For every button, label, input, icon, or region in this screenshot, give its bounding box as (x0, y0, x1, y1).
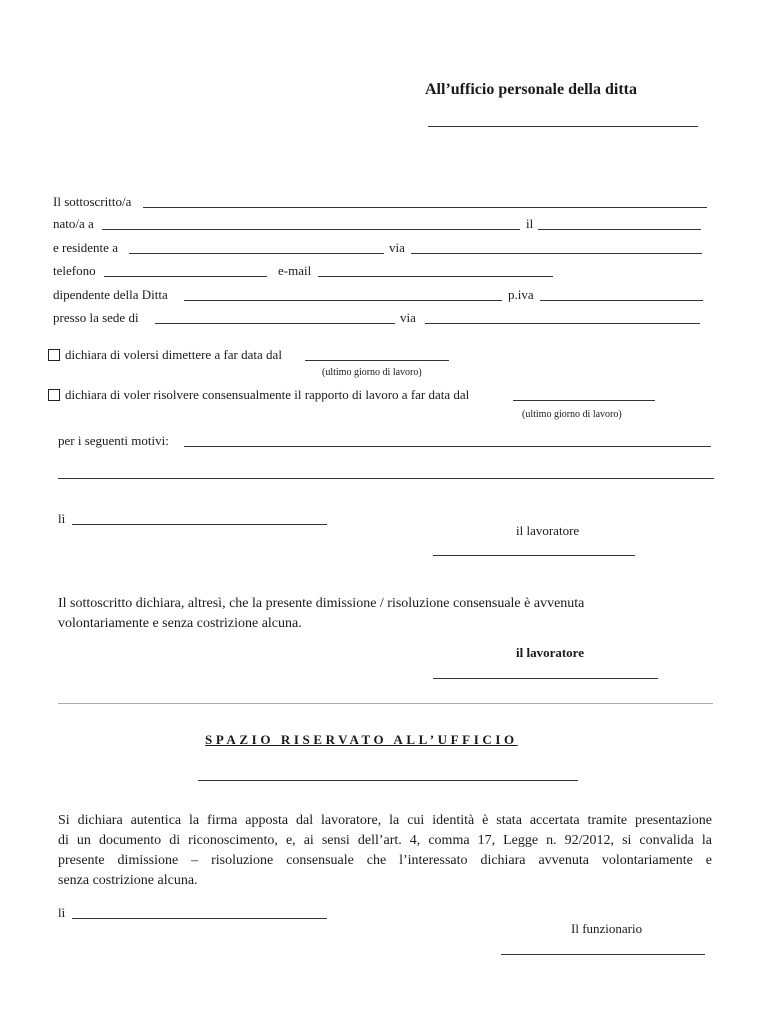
office-city-field[interactable] (155, 323, 395, 324)
name-field[interactable] (143, 207, 707, 208)
residence-street-field[interactable] (411, 253, 702, 254)
termination-date-field[interactable] (513, 400, 655, 401)
motivi-label: per i seguenti motivi: (58, 433, 169, 448)
place-label-1: lì (58, 511, 66, 526)
office-text-line-1: Si dichiara autentica la firma apposta dal lavoratore, la cui identità è stata accertata tramite presentazione (58, 813, 712, 828)
office-heading: SPAZIO RISERVATO ALL’UFFICIO (205, 732, 518, 747)
phone-field[interactable] (104, 276, 267, 277)
residence-city-field[interactable] (129, 253, 384, 254)
motivi-field-2[interactable] (58, 478, 714, 479)
declaration-line-2: volontariamente e senza costrizione alcuna. (58, 616, 302, 631)
official-signature-label: Il funzionario (571, 921, 643, 936)
label-il: il (526, 216, 534, 231)
header-title: All’ufficio personale della ditta (425, 81, 637, 98)
vat-field[interactable] (540, 300, 703, 301)
label-piva: p.iva (508, 287, 534, 302)
official-signature-field[interactable] (501, 954, 705, 955)
office-line[interactable] (198, 780, 578, 781)
label-sottoscritto: Il sottoscritto/a (53, 194, 132, 209)
label-presso: presso la sede di (53, 310, 139, 325)
resignation-date-field[interactable] (305, 360, 449, 361)
place-date-field-2[interactable] (72, 918, 327, 919)
termination-note: (ultimo giorno di lavoro) (522, 409, 622, 420)
place-date-field-1[interactable] (72, 524, 327, 525)
office-text-line-2: di un documento di riconoscimento, e, ai sensi dell’art. 4, comma 17, Legge n. 92/2012, si convalida la (58, 833, 712, 848)
company-field[interactable] (184, 300, 502, 301)
worker-signature-field-2[interactable] (433, 678, 658, 679)
termination-checkbox[interactable] (48, 389, 60, 401)
motivi-field-1[interactable] (184, 446, 711, 447)
worker-signature-label-2: il lavoratore (516, 645, 584, 660)
office-street-field[interactable] (425, 323, 700, 324)
label-telefono: telefono (53, 263, 96, 278)
worker-signature-field-1[interactable] (433, 555, 635, 556)
label-dipendente: dipendente della Ditta (53, 287, 168, 302)
place-label-2: lì (58, 905, 66, 920)
label-via-residenza: via (389, 240, 405, 255)
declaration-line-1: Il sottoscritto dichiara, altresì, che la presente dimissione / risoluzione consensuale è avvenuta (58, 596, 585, 611)
company-name-line[interactable] (428, 126, 698, 127)
birthplace-field[interactable] (102, 229, 520, 230)
office-text-line-4: senza costrizione alcuna. (58, 873, 198, 888)
resignation-note: (ultimo giorno di lavoro) (322, 367, 422, 378)
email-field[interactable] (318, 276, 553, 277)
office-text-line-3: presente dimissione – risoluzione consensuale che l’interessato dichiara avvenuta volontariamente e (58, 853, 712, 868)
termination-label: dichiara di voler risolvere consensualmente il rapporto di lavoro a far data dal (65, 387, 470, 402)
resignation-checkbox[interactable] (48, 349, 60, 361)
resignation-label: dichiara di volersi dimettere a far data dal (65, 347, 282, 362)
birthdate-field[interactable] (538, 229, 701, 230)
label-nato: nato/a a (53, 216, 94, 231)
worker-signature-label-1: il lavoratore (516, 523, 580, 538)
label-email: e-mail (278, 263, 312, 278)
section-divider (58, 703, 713, 704)
label-residente: e residente a (53, 240, 118, 255)
label-via-sede: via (400, 310, 416, 325)
